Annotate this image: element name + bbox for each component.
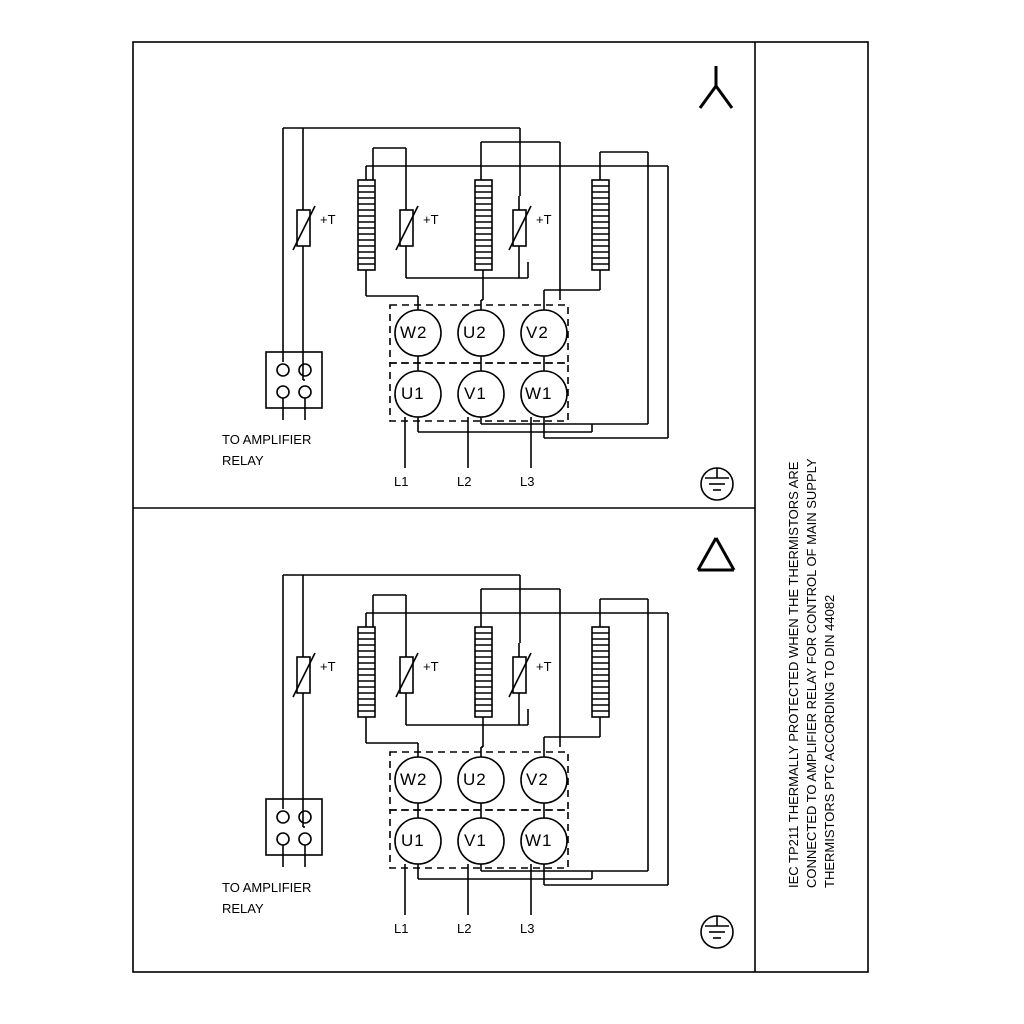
earth-ground-symbol-star (701, 468, 733, 500)
thermistor-label-2: +T (423, 212, 439, 227)
terminal-block-delta (266, 799, 322, 867)
coil-2 (475, 627, 492, 717)
supply-label-l2: L2 (457, 921, 472, 936)
amplifier-relay-label-line1: TO AMPLIFIER (222, 432, 312, 447)
winding-label-w2: W2 (400, 323, 428, 342)
thermistor-1 (293, 196, 315, 262)
winding-label-v1: V1 (464, 831, 487, 850)
thermistor-1 (293, 643, 315, 709)
supply-label-l2: L2 (457, 474, 472, 489)
thermistor-3 (509, 196, 531, 262)
side-note-line-3: THERMISTORS PTC ACCORDING TO DIN 44082 (822, 594, 837, 888)
thermistor-2 (396, 643, 418, 709)
coil-3 (592, 627, 609, 717)
coil-2 (475, 180, 492, 270)
winding-label-w1: W1 (525, 384, 553, 403)
supply-label-l1: L1 (394, 474, 409, 489)
winding-label-u2: U2 (463, 323, 487, 342)
winding-label-w1: W1 (525, 831, 553, 850)
coil-1 (358, 627, 375, 717)
winding-label-w2: W2 (400, 770, 428, 789)
thermistor-label-3: +T (536, 659, 552, 674)
winding-label-v1: V1 (464, 384, 487, 403)
panel-delta (266, 538, 734, 948)
thermistor-label-1: +T (320, 212, 336, 227)
side-note-line-2: CONNECTED TO AMPLIFIER RELAY FOR CONTROL OF MAIN SUPPLY (804, 458, 819, 888)
coil-1 (358, 180, 375, 270)
earth-ground-symbol-delta (701, 916, 733, 948)
terminal-block-star (266, 352, 322, 420)
panel-star (266, 66, 733, 500)
winding-label-v2: V2 (526, 770, 549, 789)
outer-frame (133, 42, 868, 972)
amplifier-relay-label-line2: RELAY (222, 901, 264, 916)
side-note-line-1: IEC TP211 THERMALLY PROTECTED WHEN THE THERMISTORS ARE (786, 461, 801, 888)
supply-label-l1: L1 (394, 921, 409, 936)
winding-label-v2: V2 (526, 323, 549, 342)
thermistor-2 (396, 196, 418, 262)
winding-label-u2: U2 (463, 770, 487, 789)
thermistor-label-2: +T (423, 659, 439, 674)
winding-label-u1: U1 (401, 384, 425, 403)
coil-3 (592, 180, 609, 270)
supply-label-l3: L3 (520, 921, 535, 936)
amplifier-relay-label-line2: RELAY (222, 453, 264, 468)
star-y-symbol (700, 66, 732, 108)
supply-label-l3: L3 (520, 474, 535, 489)
delta-triangle-symbol (698, 538, 734, 570)
thermistor-label-3: +T (536, 212, 552, 227)
amplifier-relay-label-line1: TO AMPLIFIER (222, 880, 312, 895)
thermistor-3 (509, 643, 531, 709)
winding-label-u1: U1 (401, 831, 425, 850)
thermistor-label-1: +T (320, 659, 336, 674)
